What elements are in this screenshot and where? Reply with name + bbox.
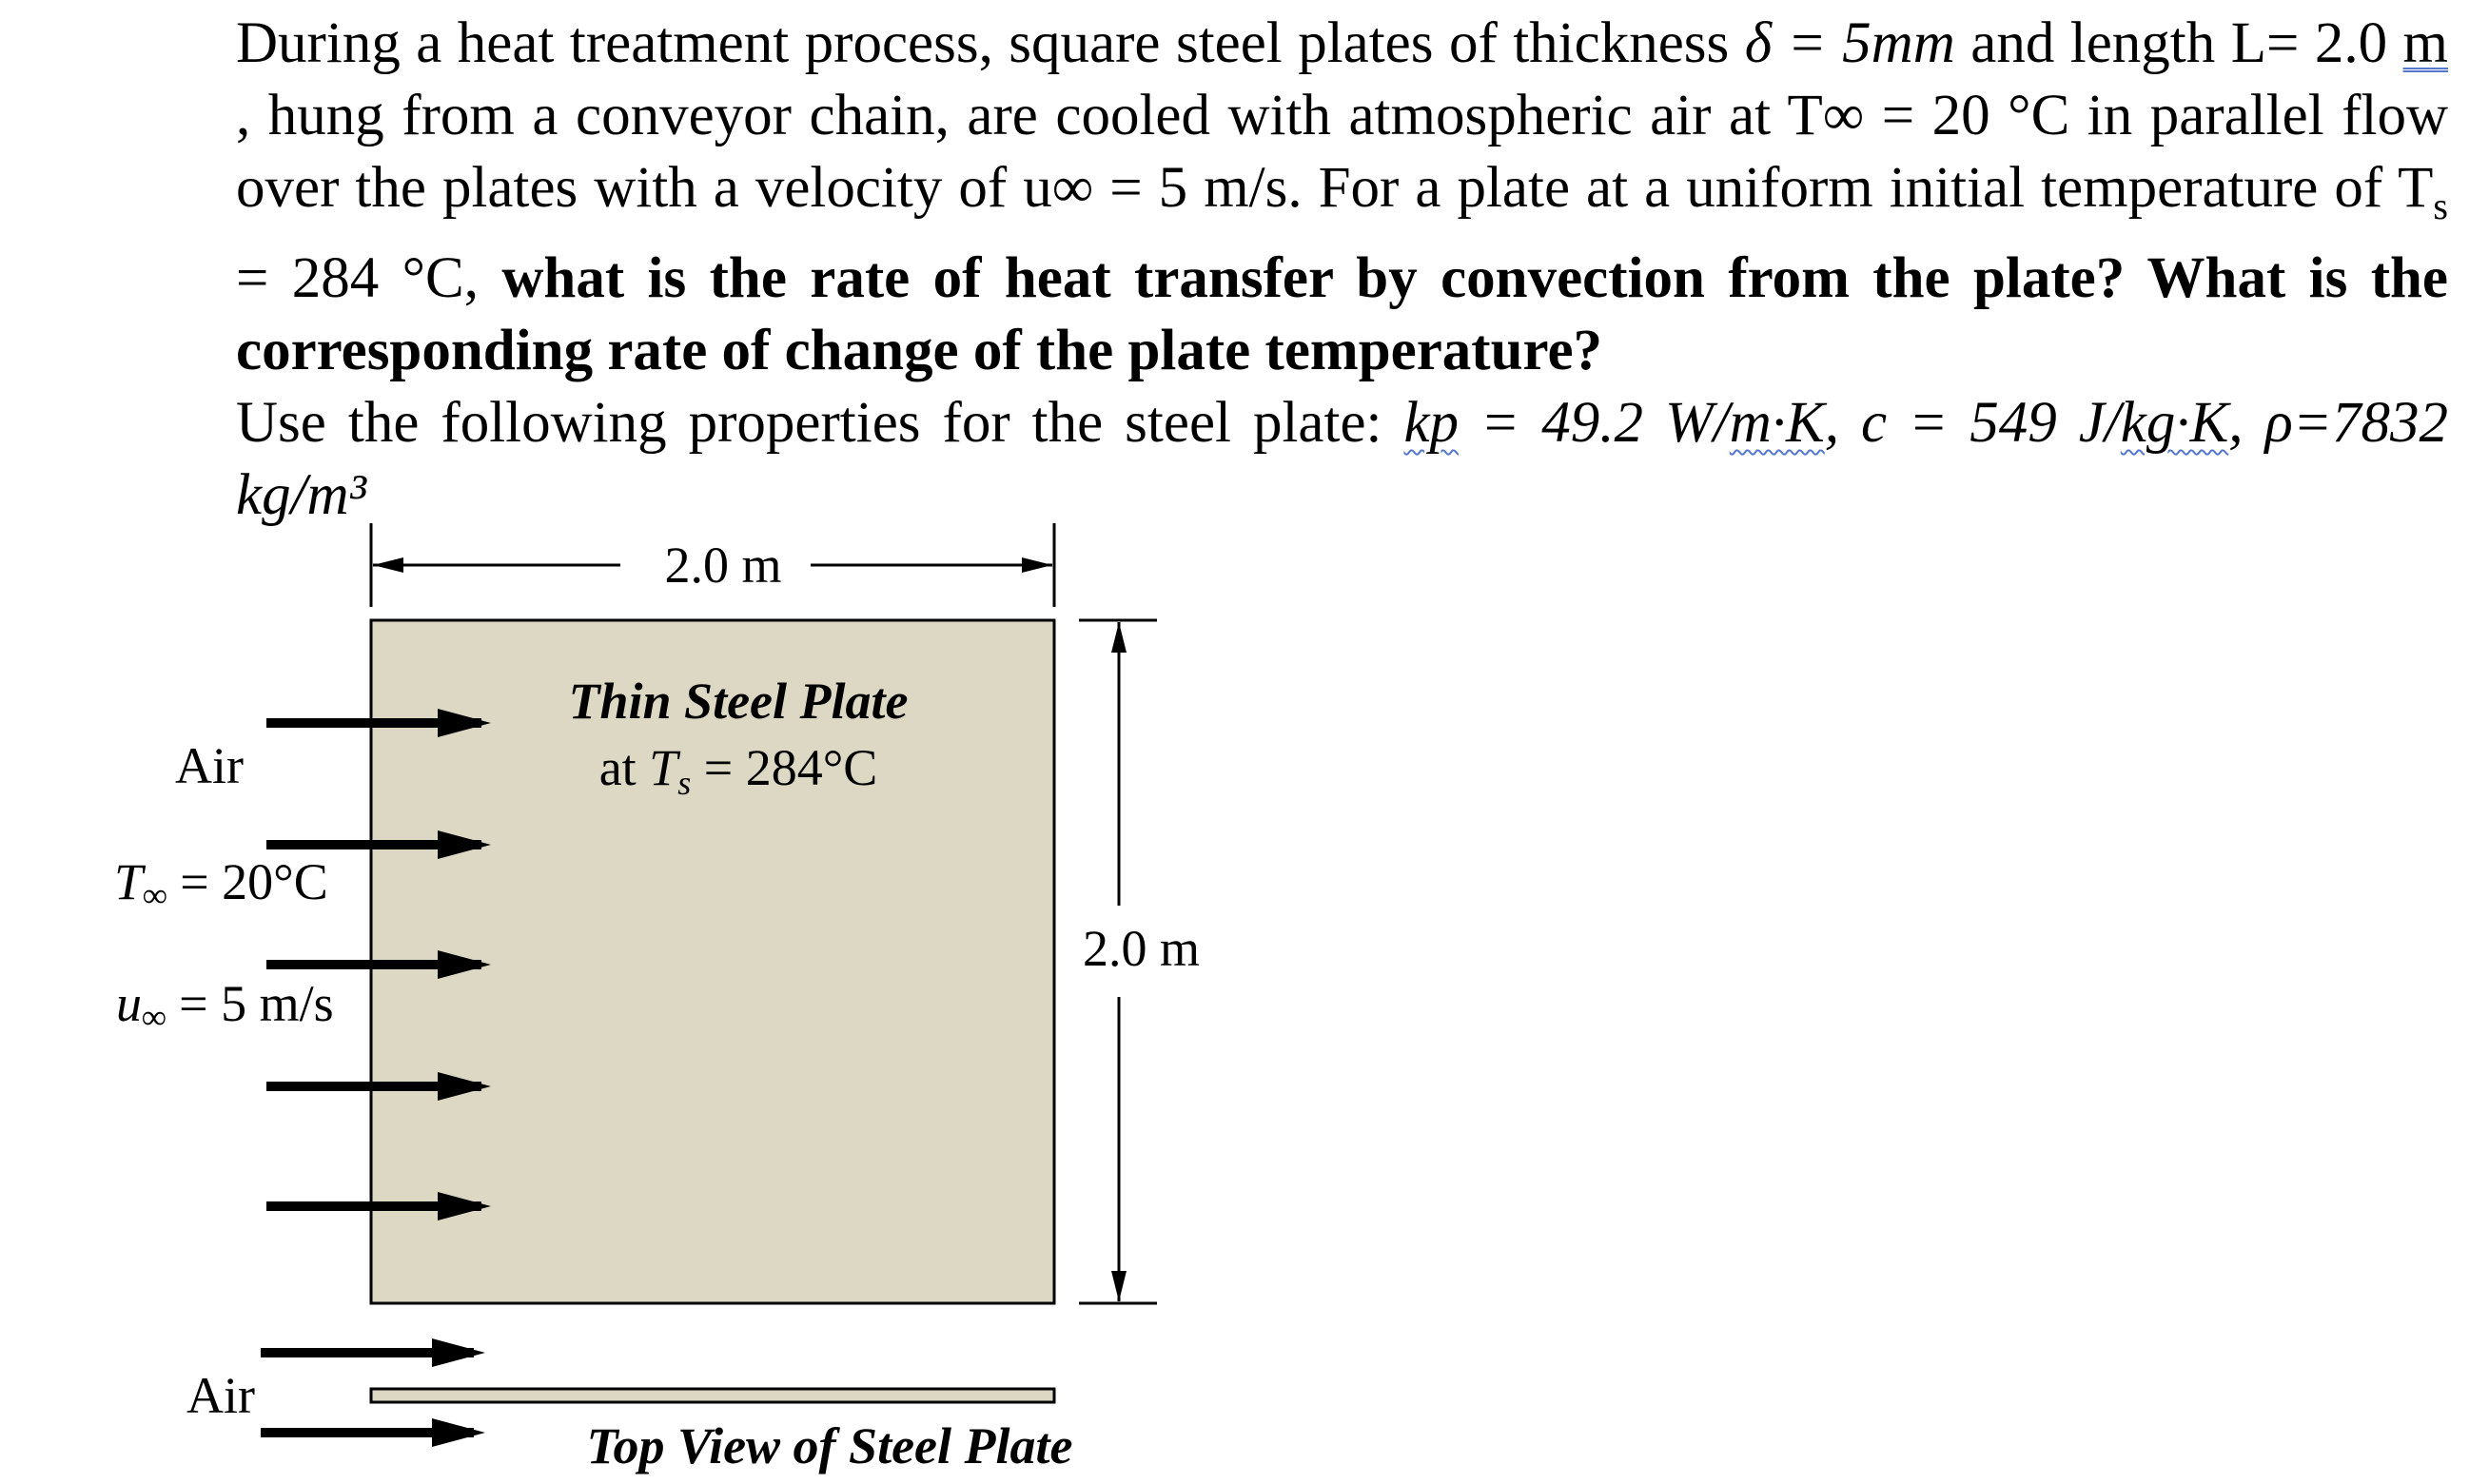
- air-label: Air: [175, 737, 244, 794]
- plate-diagram: [0, 514, 2489, 1484]
- problem-text-2a: Use the following properties for the steel plate:: [236, 391, 1404, 456]
- ts-subscript: s: [2433, 185, 2448, 228]
- unit-m: m: [2402, 11, 2448, 75]
- u-infinity-label: u∞ = 5 m/s: [116, 975, 334, 1036]
- width-arrowhead-left: [373, 557, 403, 573]
- plate-temperature: at Ts = 284°C: [598, 739, 878, 802]
- c-unit: kg·K: [2120, 391, 2229, 456]
- problem-paragraph-2: [236, 387, 2448, 532]
- width-arrowhead-right: [1022, 557, 1052, 573]
- kp-value: = 49.2 W/: [1459, 391, 1730, 456]
- width-label: 2.0 m: [664, 537, 782, 594]
- top-view: [186, 1338, 1072, 1474]
- delta-symbol: δ =: [1744, 11, 1843, 75]
- plate-top-view: [371, 1389, 1054, 1402]
- air-label-bottom: Air: [186, 1367, 255, 1424]
- rho-value: , ρ=7832 kg/m³: [236, 391, 2448, 528]
- height-label: 2.0 m: [1083, 920, 1201, 977]
- t-infinity-label: T∞ = 20°C: [114, 853, 328, 914]
- top-flow-arrow-2-head: [432, 1418, 485, 1447]
- thickness-value: 5mm: [1842, 11, 1955, 75]
- plate-title: Thin Steel Plate: [568, 673, 909, 730]
- top-flow-arrow-1-head: [432, 1338, 485, 1367]
- height-arrowhead-top: [1111, 622, 1127, 653]
- height-dimension: [1079, 620, 1200, 1303]
- problem-text-1c: hung from a conveyor chain, are cooled with atmospheric air at T∞ = 20 °C in parallel flow over the plates with a velocity of u∞ = 5 m/s. For a plate at a uniform initial temperature of T: [236, 84, 2448, 220]
- problem-paragraph-1: [236, 8, 2448, 387]
- problem-text-1d: = 284 °C,: [236, 246, 502, 311]
- problem-text-1a: During a heat treatment process, square steel plates of thickness: [236, 11, 1745, 75]
- c-value: , c = 549 J/: [1824, 391, 2121, 456]
- top-view-caption: Top View of Steel Plate: [586, 1417, 1073, 1474]
- height-arrowhead-bottom: [1111, 1271, 1127, 1301]
- comma: ,: [236, 84, 251, 147]
- problem-text-1b: and length L= 2.0: [1954, 11, 2403, 75]
- width-dimension: [371, 523, 1054, 607]
- question-text: what is the rate of heat transfer by convection from the plate? What is the corresponding rate of change of the plate temperature?: [236, 246, 2449, 383]
- kp-unit: m·K: [1729, 391, 1825, 456]
- problem-statement: [236, 8, 2448, 532]
- kp-symbol: kp: [1403, 391, 1460, 456]
